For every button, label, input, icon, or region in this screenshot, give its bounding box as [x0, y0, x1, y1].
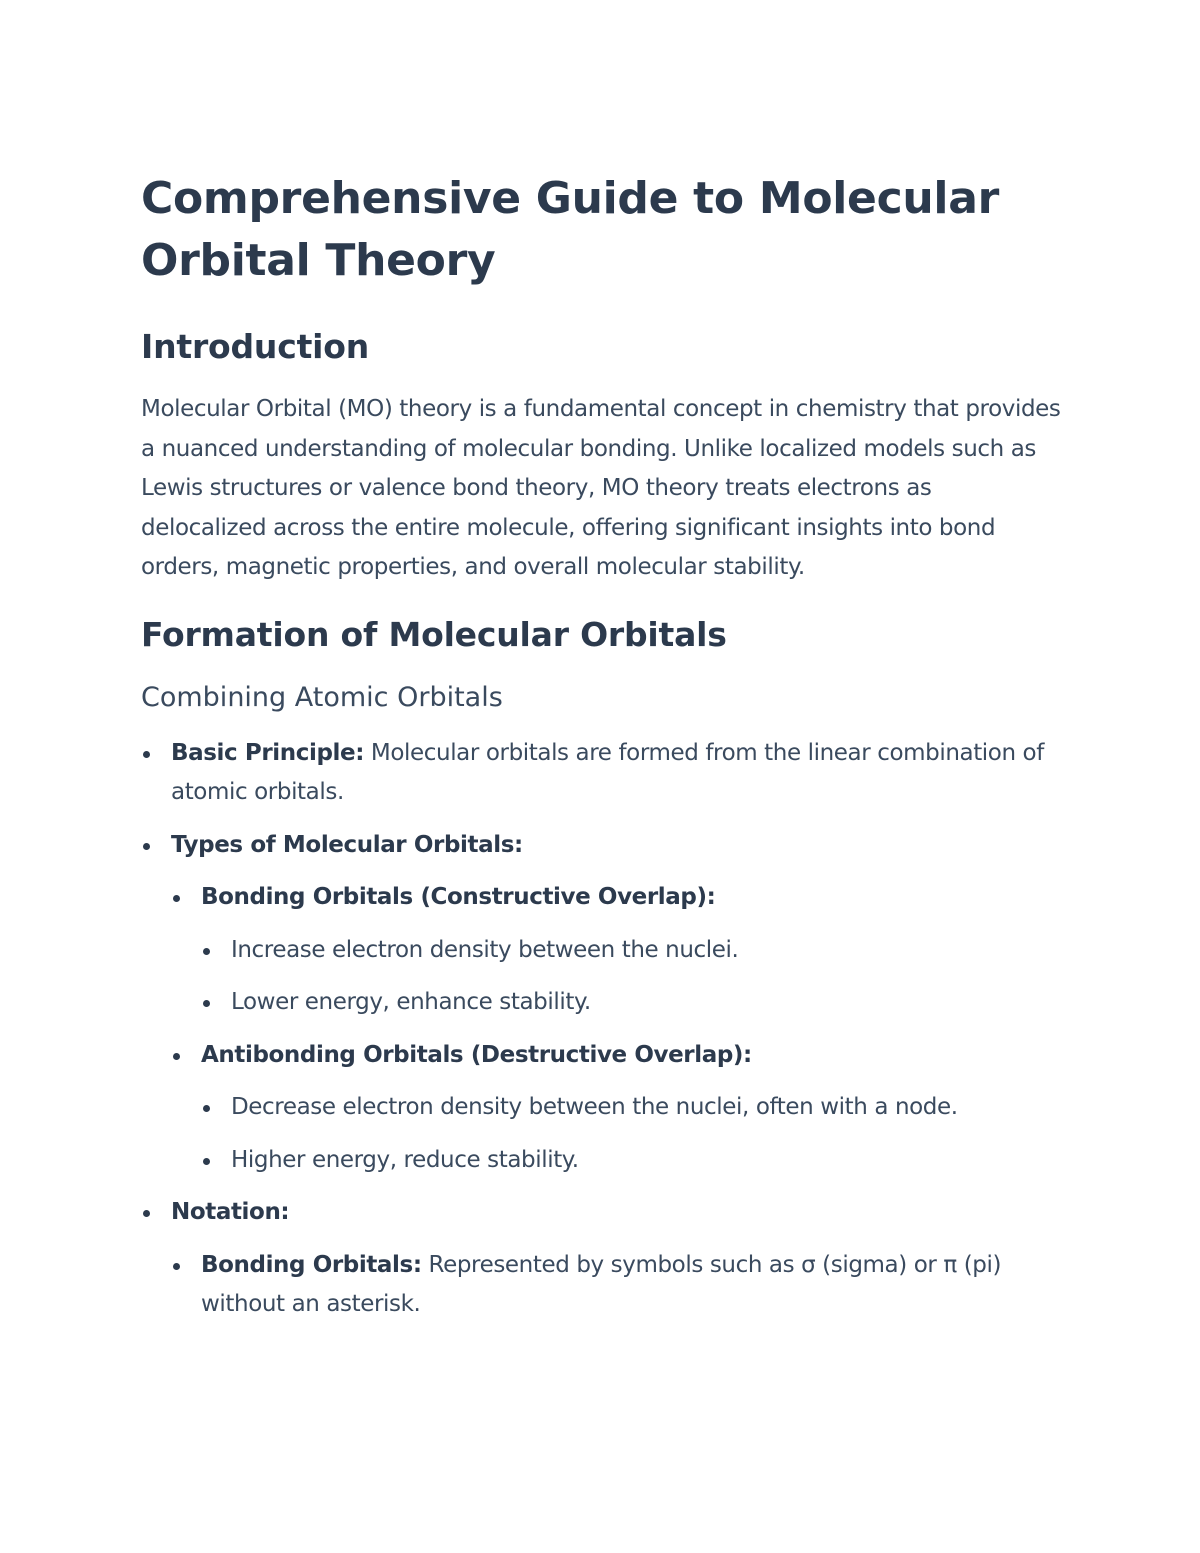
list-item-notation — [141, 1193, 1061, 1325]
basic-principle-text: Molecular orbitals are formed from the linear combination of atomic orbitals. — [171, 739, 1044, 805]
notation-label: Notation: — [171, 1199, 290, 1225]
introduction-heading: Introduction — [141, 327, 370, 366]
notation-sublist — [171, 1246, 1061, 1325]
formation-list — [141, 734, 1061, 1325]
list-item-line — [231, 1141, 1061, 1181]
list-item-text: Higher energy, reduce stability. — [231, 1146, 579, 1173]
list-item — [201, 1088, 1061, 1128]
list-item-types — [141, 826, 1061, 1181]
list-item — [201, 931, 1061, 971]
types-sublist — [171, 878, 1061, 1180]
list-item-notation-bonding — [171, 1246, 1061, 1325]
basic-principle-label: Basic Principle: — [171, 739, 364, 766]
list-item — [201, 983, 1061, 1023]
list-item-bonding-orbitals — [171, 878, 1061, 1023]
list-item-line — [201, 1036, 1061, 1076]
list-item-line — [171, 1193, 1061, 1233]
page-title: Comprehensive Guide to Molecular Orbital Theory — [141, 173, 999, 286]
notation-bonding-text: Represented by symbols such as σ (sigma) or π (pi) without an asterisk. — [201, 1251, 1002, 1317]
bonding-orbitals-sublist — [201, 931, 1061, 1023]
combining-atomic-orbitals-subheading: Combining Atomic Orbitals — [141, 681, 503, 713]
formation-heading: Formation of Molecular Orbitals — [141, 614, 727, 654]
bonding-orbitals-label: Bonding Orbitals (Constructive Overlap): — [201, 884, 716, 910]
list-item-text: Lower energy, enhance stability. — [231, 989, 591, 1015]
list-item-antibonding-orbitals — [171, 1036, 1061, 1181]
document-page — [141, 168, 1061, 1338]
notation-bonding-label: Bonding Orbitals: — [201, 1251, 422, 1278]
list-item-line — [201, 878, 1061, 918]
list-item-text: Increase electron density between the nuclei. — [231, 936, 739, 963]
list-item-line — [231, 983, 1061, 1023]
list-item-line — [231, 931, 1061, 971]
types-label: Types of Molecular Orbitals: — [171, 831, 523, 858]
introduction-paragraph: Molecular Orbital (MO) theory is a fundamental concept in chemistry that provides a nuanced understanding of molecular bonding. Unlike localized models such as Lewis structures or valence bond theory, MO theory treats electrons as delocalized across the entire molecule, offering significant insights into bond orders, magnetic properties, and overall molecular stability. — [141, 396, 1061, 580]
list-item-line — [171, 826, 1061, 866]
list-item — [201, 1141, 1061, 1181]
list-item-line — [171, 734, 1061, 813]
antibonding-orbitals-label: Antibonding Orbitals (Destructive Overlap): — [201, 1041, 752, 1068]
list-item-line — [231, 1088, 1061, 1128]
antibonding-orbitals-sublist — [201, 1088, 1061, 1180]
list-item-text: Decrease electron density between the nuclei, often with a node. — [231, 1094, 958, 1120]
list-item-line — [201, 1246, 1061, 1325]
list-item-basic-principle — [141, 734, 1061, 813]
